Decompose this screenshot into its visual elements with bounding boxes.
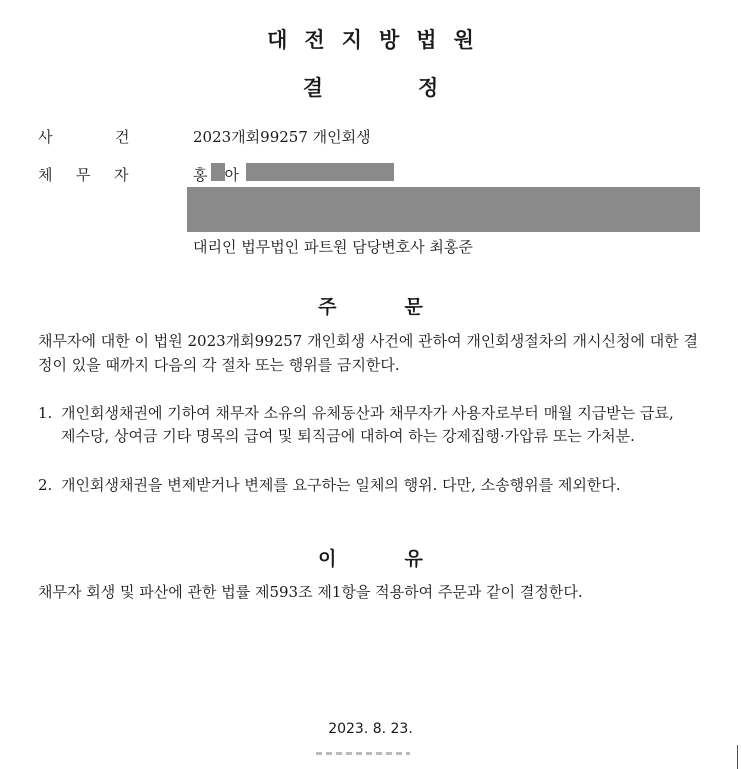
order-item-number: 1. (38, 404, 53, 422)
debtor-name-last: 아 (224, 166, 239, 184)
court-name: 대전지방법원 (267, 28, 491, 52)
case-label-char-1: 사 (38, 128, 53, 146)
page-edge-mark (737, 745, 738, 769)
order-item-text: 개인회생채권을 변제받거나 변제를 요구하는 일체의 행위. 다만, 소송행위를 제외한다. (61, 476, 621, 494)
case-label (38, 126, 130, 147)
order-heading-char-1: 주 (318, 296, 337, 318)
decision-date: 2023. 8. 23. (328, 721, 413, 737)
debtor-name-first: 홍 (193, 166, 208, 184)
debtor-label-char-1: 체 (38, 166, 53, 184)
order-heading-char-2: 문 (404, 296, 423, 318)
order-item-text: 개인회생채권에 기하여 채무자 소유의 유체동산과 채무자가 사용자로부터 매월 지급받는 급료, 제수당, 상여금 기타 명목의 급여 및 퇴직금에 대하여 하는 강제집행·가압류 또는 가처분. (61, 404, 674, 445)
reason-text: 채무자 회생 및 파산에 관한 법률 제593조 제1항을 적용하여 주문과 같이 결정한다. (38, 583, 583, 601)
redaction-block (246, 163, 394, 181)
order-text: 채무자에 대한 이 법원 2023개회99257 개인회생 사건에 관하여 개인회생절차의 개시신청에 대한 결정이 있을 때까지 다음의 각 절차 또는 행위를 금지한다. (38, 332, 698, 374)
reason-heading (0, 544, 741, 571)
redaction-block (211, 163, 225, 181)
order-item (38, 402, 678, 448)
reason-heading-char-1: 이 (318, 548, 337, 570)
debtor-label (38, 164, 152, 185)
legal-representative: 대리인 법무법인 파트원 담당변호사 최홍준 (193, 238, 473, 256)
case-label-char-2: 건 (115, 128, 130, 146)
case-number: 2023개회99257 개인회생 (193, 128, 371, 146)
order-item (38, 474, 678, 497)
debtor-label-char-2: 무 (76, 166, 91, 184)
order-item-number: 2. (38, 476, 53, 494)
doc-type-char-2: 정 (418, 76, 439, 100)
doc-type-char-1: 결 (302, 76, 323, 100)
redaction-block (187, 187, 700, 232)
order-heading (0, 292, 741, 319)
document-type-title (0, 72, 741, 102)
reason-heading-char-2: 유 (404, 548, 423, 570)
cropped-text-line (316, 752, 410, 755)
debtor-label-char-3: 자 (114, 166, 129, 184)
